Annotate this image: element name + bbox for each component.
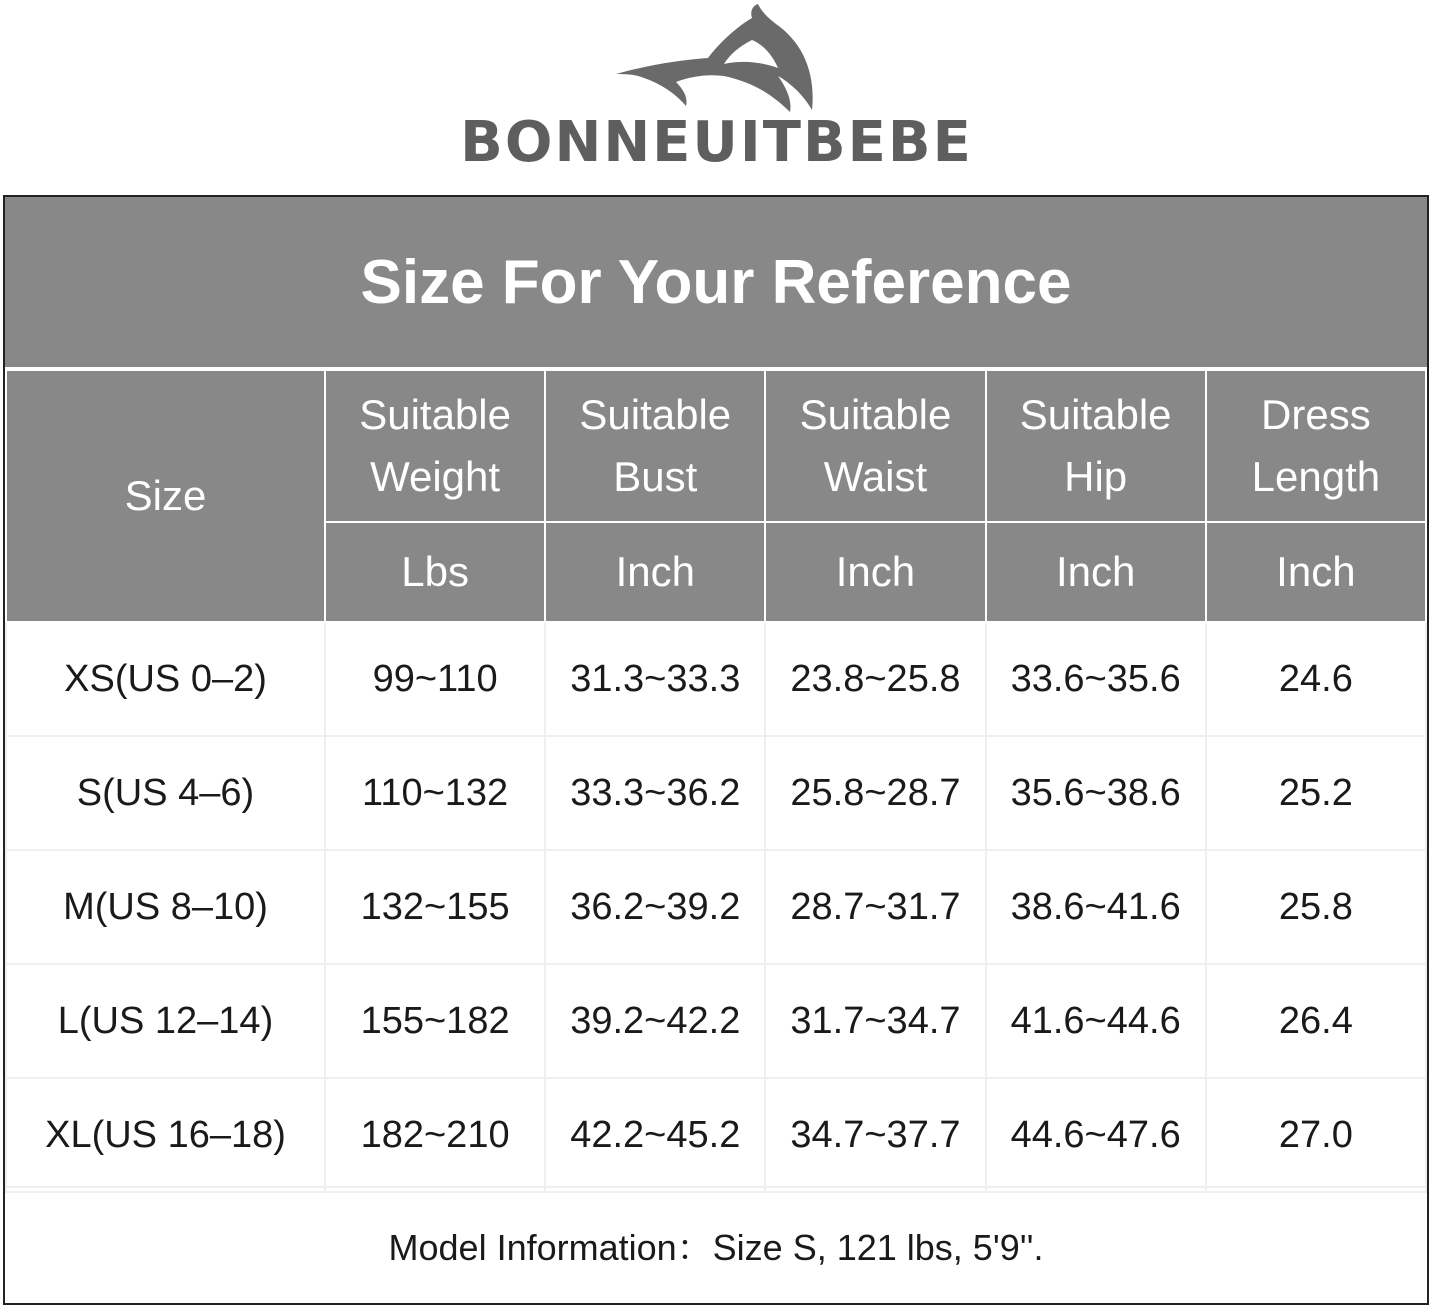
length-cell: 25.2 <box>1206 736 1426 850</box>
table-row <box>6 1078 1426 1192</box>
size-cell: XL(US 16–18) <box>6 1078 325 1192</box>
hip-column-header: Suitable Hip <box>986 370 1206 522</box>
size-table <box>5 369 1427 1193</box>
length-cell: 26.4 <box>1206 964 1426 1078</box>
size-cell: M(US 8–10) <box>6 850 325 964</box>
waist-column-header: Suitable Waist <box>765 370 985 522</box>
waist-cell: 25.8~28.7 <box>765 736 985 850</box>
table-row <box>6 964 1426 1078</box>
hip-cell: 44.6~47.6 <box>986 1078 1206 1192</box>
length-column-header: Dress Length <box>1206 370 1426 522</box>
bust-cell: 39.2~42.2 <box>545 964 765 1078</box>
brand-name: BONNEUITBEBE <box>460 110 973 175</box>
size-cell: XS(US 0–2) <box>6 622 325 736</box>
waist-unit: Inch <box>765 522 985 622</box>
weight-cell: 132~155 <box>325 850 545 964</box>
dolphin-icon <box>612 2 822 114</box>
hip-cell: 38.6~41.6 <box>986 850 1206 964</box>
bust-cell: 33.3~36.2 <box>545 736 765 850</box>
hip-unit: Inch <box>986 522 1206 622</box>
hip-cell: 33.6~35.6 <box>986 622 1206 736</box>
weight-cell: 99~110 <box>325 622 545 736</box>
weight-cell: 155~182 <box>325 964 545 1078</box>
table-row <box>6 850 1426 964</box>
size-chart <box>3 195 1429 1305</box>
hip-cell: 35.6~38.6 <box>986 736 1206 850</box>
size-cell: S(US 4–6) <box>6 736 325 850</box>
waist-cell: 28.7~31.7 <box>765 850 985 964</box>
chart-title: Size For Your Reference <box>5 197 1427 369</box>
weight-cell: 110~132 <box>325 736 545 850</box>
bust-cell: 42.2~45.2 <box>545 1078 765 1192</box>
brand-logo <box>0 0 1433 195</box>
length-cell: 27.0 <box>1206 1078 1426 1192</box>
waist-cell: 31.7~34.7 <box>765 964 985 1078</box>
table-row <box>6 736 1426 850</box>
model-information: Model Information：Size S, 121 lbs, 5'9''. <box>5 1186 1427 1303</box>
waist-cell: 23.8~25.8 <box>765 622 985 736</box>
length-cell: 24.6 <box>1206 622 1426 736</box>
weight-cell: 182~210 <box>325 1078 545 1192</box>
bust-column-header: Suitable Bust <box>545 370 765 522</box>
hip-cell: 41.6~44.6 <box>986 964 1206 1078</box>
length-cell: 25.8 <box>1206 850 1426 964</box>
length-unit: Inch <box>1206 522 1426 622</box>
bust-cell: 31.3~33.3 <box>545 622 765 736</box>
weight-column-header: Suitable Weight <box>325 370 545 522</box>
waist-cell: 34.7~37.7 <box>765 1078 985 1192</box>
size-column-header: Size <box>6 370 325 622</box>
bust-cell: 36.2~39.2 <box>545 850 765 964</box>
size-cell: L(US 12–14) <box>6 964 325 1078</box>
bust-unit: Inch <box>545 522 765 622</box>
weight-unit: Lbs <box>325 522 545 622</box>
table-row <box>6 622 1426 736</box>
